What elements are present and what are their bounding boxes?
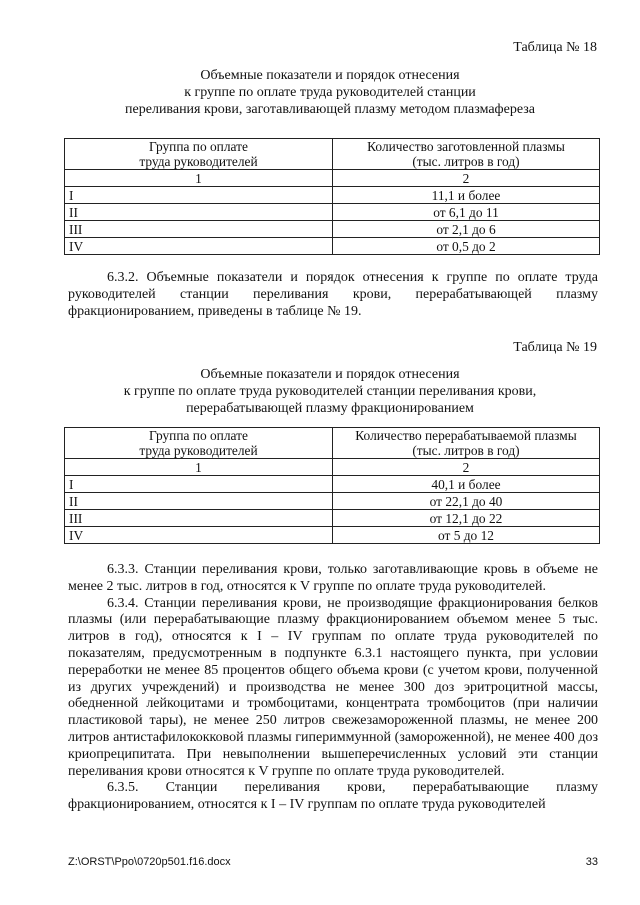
table-19 — [64, 427, 600, 544]
table-row — [65, 493, 600, 510]
header-line: Количество перерабатываемой плазмы — [355, 428, 577, 443]
caption-line: к группе по оплате труда руководителей станции переливания крови, — [123, 384, 537, 399]
table-19-caption — [60, 366, 600, 417]
group-cell: II — [65, 204, 333, 221]
caption-line: переливания крови, заготавливающей плазму методом плазмафереза — [125, 102, 535, 117]
table-18-caption — [60, 67, 600, 118]
paragraph-text: 6.3.2. Объемные показатели и порядок отнесения к группе по оплате труда руководителей станции переливания крови, перерабатывающей плазму фракционированием, приведены в таблице № 19. — [68, 270, 598, 319]
value-cell: 40,1 и более — [333, 476, 600, 493]
paragraph-6-3-5: 6.3.5. Станции переливания крови, перерабатывающие плазму фракционированием, относятся к I – IV группам по оплате труда руководителей — [68, 780, 598, 813]
value-cell: от 12,1 до 22 — [333, 510, 600, 527]
header-cell-group — [65, 139, 333, 170]
column-number-row — [65, 459, 600, 476]
group-cell: I — [65, 187, 333, 204]
table-19-number: Таблица № 19 — [513, 340, 597, 355]
table-row — [65, 527, 600, 544]
header-line: Группа по оплате — [149, 139, 248, 154]
caption-line: Объемные показатели и порядок отнесения — [200, 68, 460, 83]
group-cell: II — [65, 493, 333, 510]
value-cell: от 22,1 до 40 — [333, 493, 600, 510]
caption-line: Объемные показатели и порядок отнесения — [200, 367, 460, 382]
page-number: 33 — [585, 856, 598, 868]
column-number: 2 — [333, 459, 600, 476]
table-header-row — [65, 139, 600, 170]
table-18 — [64, 138, 600, 255]
table-18-number: Таблица № 18 — [513, 40, 597, 55]
header-cell-quantity — [333, 139, 600, 170]
paragraph-6-3-3: 6.3.3. Станции переливания крови, только заготавливающие кровь в объеме не менее 2 тыс. литров в год, относятся к V группе по оплате труда руководителей. — [68, 562, 598, 594]
column-number: 2 — [333, 170, 600, 187]
table-header-row — [65, 428, 600, 459]
value-cell: 11,1 и более — [333, 187, 600, 204]
header-cell-quantity — [333, 428, 600, 459]
table-row — [65, 204, 600, 221]
header-line: Количество заготовленной плазмы — [367, 139, 565, 154]
table-row — [65, 476, 600, 493]
group-cell: IV — [65, 527, 333, 544]
header-cell-group — [65, 428, 333, 459]
footer-file-path: Z:\ORST\Ppo\0720p501.f16.docx — [68, 856, 231, 868]
table-row — [65, 187, 600, 204]
paragraph-6-3-2 — [68, 270, 598, 320]
group-cell: III — [65, 221, 333, 238]
column-number: 1 — [65, 170, 333, 187]
table-row — [65, 221, 600, 238]
header-line: Группа по оплате — [149, 428, 248, 443]
paragraph-6-3-4: 6.3.4. Станции переливания крови, не производящие фракционирования белков плазмы (или перерабатывающие плазму фракционированием объемом менее 5 тыс. литров в год), относятся к I – IV группам по оплате труда руководителей по показателям, предусмотренным в подпункте 6.3.1 настоящего пункта, при условии переработки не менее 85 процентов общего объема крови (с учетом крови, полученной из других учреждений) и производства не менее 300 доз эритроцитной массы, обедненной лейкоцитами и тромбоцитами, концентрата тромбоцитов (при наличии пластиковой тары), не менее 250 литров свежезамороженной плазмы, не менее 200 литров антистафилококковой плазмы гипериммунной (замороженной), не менее 400 доз криопреципитата. При невыполнении вышеперечисленных условий эти станции переливания крови относятся к V группе по оплате труда руководителей. — [68, 595, 598, 779]
header-line: (тыс. литров в год) — [412, 443, 520, 458]
value-cell: от 5 до 12 — [333, 527, 600, 544]
header-line: (тыс. литров в год) — [412, 154, 520, 169]
column-number: 1 — [65, 459, 333, 476]
header-line: труда руководителей — [139, 443, 258, 458]
value-cell: от 6,1 до 11 — [333, 204, 600, 221]
value-cell: от 2,1 до 6 — [333, 221, 600, 238]
table-row — [65, 510, 600, 527]
paragraphs-block — [68, 562, 598, 814]
value-cell: от 0,5 до 2 — [333, 238, 600, 255]
table-row — [65, 238, 600, 255]
caption-line: перерабатывающей плазму фракционированием — [186, 401, 474, 416]
column-number-row — [65, 170, 600, 187]
header-line: труда руководителей — [139, 154, 258, 169]
group-cell: IV — [65, 238, 333, 255]
caption-line: к группе по оплате труда руководителей станции — [184, 85, 476, 100]
group-cell: III — [65, 510, 333, 527]
group-cell: I — [65, 476, 333, 493]
